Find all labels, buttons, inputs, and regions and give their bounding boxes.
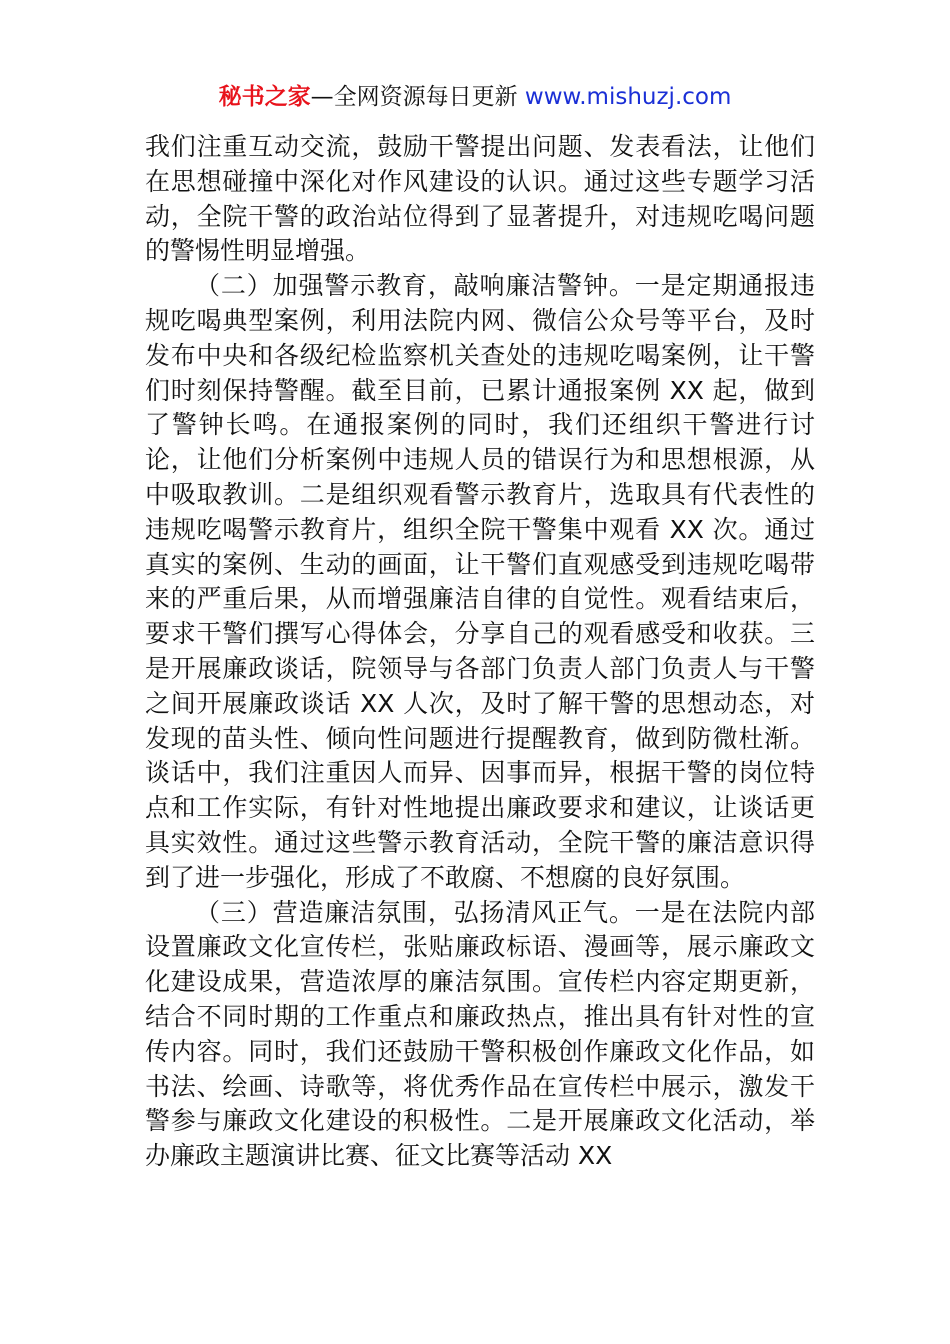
site-brand: 秘书之家 bbox=[218, 84, 311, 110]
paragraph-continuation: 我们注重互动交流，鼓励干警提出问题、发表看法，让他们在思想碰撞中深化对作风建设的认识。通过这些专题学习活动，全院干警的政治站位得到了显著提升，对违规吃喝问题的警惕性明显增强。 bbox=[145, 132, 815, 266]
paragraph-section-2: （二）加强警示教育，敲响廉洁警钟。一是定期通报违规吃喝典型案例，利用法院内网、微信公众号等平台，及时发布中央和各级纪检监察机关查处的违规吃喝案例，让干警们时刻保持警醒。截至目前，已累计通报案例 XX 起，做到了警钟长鸣。在通报案例的同时，我们还组织干警进行讨论，让他们分析案例中违规人员的错误行为和思想根源，从中吸取教训。二是组织观看警示教育片，选取具有代表性的违规吃喝警示教育片，组织全院干警集中观看 XX 次。通过真实的案例、生动的画面，让干警们直观感受到违规吃喝带来的严重后果，从而增强廉洁自律的自觉性。观看结束后，要求干警们撰写心得体会，分享自己的观看感受和收获。三是开展廉政谈话，院领导与各部门负责人部门负责人与干警之间开展廉政谈话 XX 人次，及时了解干警的思想动态，对发现的苗头性、倾向性问题进行提醒教育，做到防微杜渐。谈话中，我们注重因人而异、因事而异，根据干警的岗位特点和工作实际，有针对性地提出廉政要求和建议，让谈话更具实效性。通过这些警示教育活动，全院干警的廉洁意识得到了进一步强化，形成了不敢腐、不想腐的良好氛围。 bbox=[145, 271, 815, 892]
page-header bbox=[0, 80, 950, 114]
document-body bbox=[145, 130, 815, 1174]
site-url-link[interactable]: www.mishuzj.com bbox=[524, 84, 732, 110]
paragraph-section-3: （三）营造廉洁氛围，弘扬清风正气。一是在法院内部设置廉政文化宣传栏，张贴廉政标语、漫画等，展示廉政文化建设成果，营造浓厚的廉洁氛围。宣传栏内容定期更新，结合不同时期的工作重点和廉政热点，推出具有针对性的宣传内容。同时，我们还鼓励干警积极创作廉政文化作品，如书法、绘画、诗歌等，将优秀作品在宣传栏中展示，激发干警参与廉政文化建设的积极性。二是开展廉政文化活动，举办廉政主题演讲比赛、征文比赛等活动 XX bbox=[145, 897, 815, 1171]
site-tagline: —全网资源每日更新 bbox=[310, 84, 525, 110]
